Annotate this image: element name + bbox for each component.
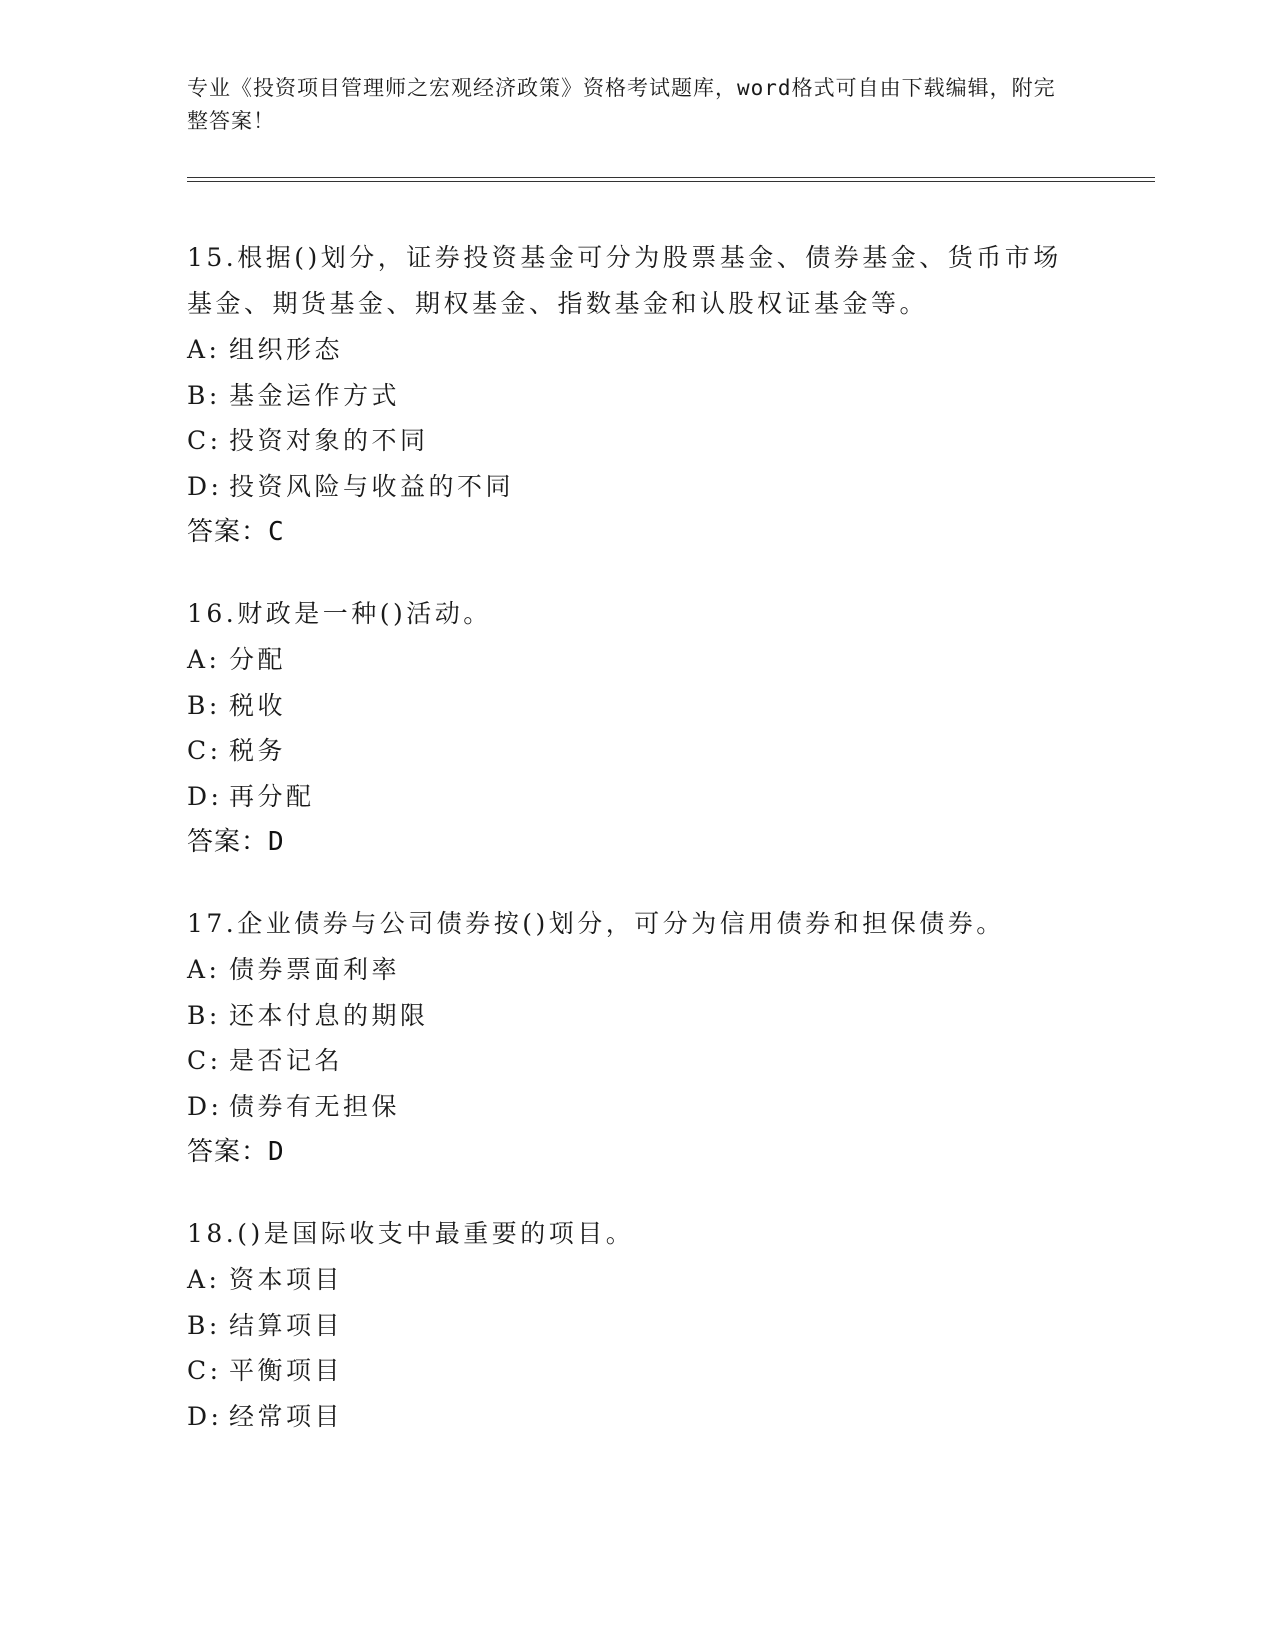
option-letter: C: [187, 1046, 222, 1075]
answer-label: 答案： [187, 517, 269, 547]
option-letter: D: [187, 781, 223, 811]
option-letter: B: [187, 1310, 221, 1340]
option-letter: A: [187, 335, 221, 364]
question-list [187, 235, 1087, 1475]
option-a [187, 327, 1087, 373]
answer-value: D [268, 1137, 285, 1167]
option-text: 经常项目 [229, 1401, 344, 1431]
option-letter: B: [187, 1000, 221, 1030]
option-text: 再分配 [229, 781, 315, 811]
option-c [187, 1038, 1087, 1084]
option-text: 分配 [229, 645, 287, 674]
question-text: 16.财政是一种()活动。 [187, 599, 492, 628]
answer-value: C [268, 517, 285, 547]
option-d [187, 774, 1087, 820]
option-b [187, 683, 1087, 729]
option-letter: C: [187, 1356, 222, 1385]
option-b [187, 373, 1087, 419]
option-text: 债券票面利率 [229, 955, 401, 984]
option-text: 债券有无担保 [229, 1091, 401, 1121]
answer-label: 答案： [187, 1137, 269, 1167]
option-a [187, 637, 1087, 683]
header-rule-top [187, 177, 1155, 178]
option-letter: D: [187, 471, 223, 501]
option-a [187, 1257, 1087, 1303]
option-text: 税务 [229, 736, 287, 765]
option-letter: B: [187, 380, 221, 410]
option-letter: D: [187, 1091, 223, 1121]
question-text: 18.()是国际收支中最重要的项目。 [187, 1219, 635, 1248]
question-block [187, 1211, 1087, 1439]
answer-value: D [268, 827, 285, 857]
option-text: 组织形态 [229, 335, 344, 364]
question-block [187, 901, 1087, 1175]
option-d [187, 1394, 1087, 1440]
document-header: 专业《投资项目管理师之宏观经济政策》资格考试题库，word格式可自由下载编辑，附完整答案！ [187, 76, 1056, 133]
option-letter: A: [187, 645, 221, 674]
question-block [187, 235, 1087, 555]
option-letter: C: [187, 426, 222, 455]
option-b [187, 1303, 1087, 1349]
option-d [187, 464, 1087, 510]
option-letter: B: [187, 690, 221, 720]
option-text: 还本付息的期限 [229, 1000, 429, 1030]
question-text: 15.根据()划分，证券投资基金可分为股票基金、债券基金、货币市场基金、期货基金、期权基金、指数基金和认股权证基金等。 [187, 243, 1062, 318]
option-text: 投资对象的不同 [229, 426, 429, 455]
option-text: 投资风险与收益的不同 [229, 471, 515, 501]
option-letter: A: [187, 955, 221, 984]
option-text: 结算项目 [229, 1310, 344, 1340]
option-a [187, 947, 1087, 993]
answer-line [187, 819, 1087, 865]
question-block [187, 591, 1087, 865]
answer-label: 答案： [187, 827, 269, 857]
question-text: 17.企业债券与公司债券按()划分，可分为信用债券和担保债券。 [187, 909, 1005, 938]
option-d [187, 1084, 1087, 1130]
option-letter: A: [187, 1265, 221, 1294]
header-rule-bottom [187, 181, 1155, 182]
option-b [187, 993, 1087, 1039]
answer-line [187, 1129, 1087, 1175]
option-letter: D: [187, 1401, 223, 1431]
option-letter: C: [187, 736, 222, 765]
option-c [187, 418, 1087, 464]
option-text: 是否记名 [229, 1046, 344, 1075]
option-c [187, 728, 1087, 774]
option-text: 税收 [229, 690, 287, 720]
option-text: 平衡项目 [229, 1356, 344, 1385]
option-text: 基金运作方式 [229, 380, 401, 410]
option-text: 资本项目 [229, 1265, 344, 1294]
option-c [187, 1348, 1087, 1394]
answer-line [187, 509, 1087, 555]
